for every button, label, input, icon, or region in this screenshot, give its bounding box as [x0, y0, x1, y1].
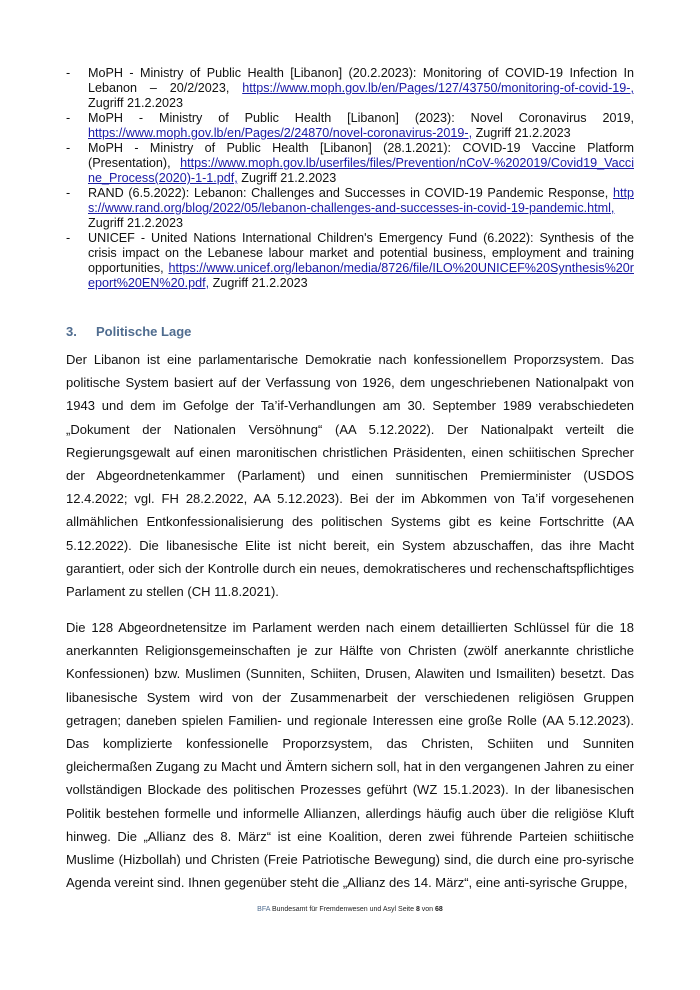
reference-link[interactable]: https://www.rand.org/blog/2022/05/lebanon-challenges-and-successes-in-covid-19-pandemic.html,	[88, 186, 634, 215]
reference-access-date: Zugriff 21.2.2023	[88, 96, 183, 110]
list-dash: -	[66, 231, 71, 245]
section-heading	[66, 324, 191, 339]
reference-access-date: Zugriff 21.2.2023	[237, 171, 337, 185]
reference-text: MoPH - Ministry of Public Health [Libanon] (2023): Novel Coronavirus 2019,	[88, 111, 634, 125]
list-dash: -	[66, 111, 71, 125]
reference-text: MoPH - Ministry of Public Health [Libanon] (28.1.2021): COVID-19 Vaccine Platform (Presentation),	[88, 141, 634, 170]
footer-page-total: 68	[435, 906, 443, 913]
reference-access-date: Zugriff 21.2.2023	[209, 276, 308, 290]
section-title: Politische Lage	[96, 324, 192, 339]
reference-item	[66, 111, 634, 141]
reference-access-date: Zugriff 21.2.2023	[472, 126, 571, 140]
reference-text: MoPH - Ministry of Public Health [Libanon] (20.2.2023): Monitoring of COVID-19 Infection In Lebanon – 20/2/2023,	[88, 66, 634, 95]
footer-text: Bundesamt für Fremdenwesen und Asyl Seite	[270, 906, 416, 913]
reference-text: RAND (6.5.2022): Lebanon: Challenges and Successes in COVID-19 Pandemic Response,	[88, 186, 613, 200]
footer-of: von	[419, 906, 436, 913]
list-dash: -	[66, 66, 71, 80]
reference-link[interactable]: https://www.moph.gov.lb/en/Pages/2/24870/novel-coronavirus-2019-,	[88, 126, 473, 140]
body-paragraph: Die 128 Abgeordnetensitze im Parlament werden nach einem detaillierten Schlüssel für die 18 anerkannten Religionsgemeinschaften je zur Hälfte von Christen (zwölf anerkannte christliche Konfessionen) bzw. Muslimen (Sunniten, Schiiten, Drusen, Alawiten und Ismailiten) besetzt. Das libanesische System wird von der Zusammenarbeit der verschiedenen religiösen Gruppen getragen; daneben spielen Familien- und regionale Interessen eine große Rolle (AA 5.12.2023). Das komplizierte konfessionelle Proporzsystem, das Christen, Schiiten und Sunniten gleichermaßen Zugang zu Macht und Ämtern sichern soll, hat in den vergangenen Jahren zu einer vollständigen Blockade des politischen Prozesses geführt (WZ 15.1.2023). In der libanesischen Politik bestehen formelle und informelle Allianzen, allerdings häufig auch über die religiöse Kluft hinweg. Die „Allianz des 8. März“ ist eine Koalition, deren zwei führende Parteien schiitische Muslime (Hizbollah) und Christen (Freie Patriotische Bewegung) sind, die durch eine pro-syrische Agenda vereint sind. Ihnen gegenüber steht die „Allianz des 14. März“, eine anti-syrische Gruppe,	[66, 620, 634, 891]
list-dash: -	[66, 141, 71, 155]
reference-link[interactable]: https://www.moph.gov.lb/en/Pages/127/43750/monitoring-of-covid-19-,	[242, 81, 634, 95]
reference-item	[66, 231, 634, 291]
section-number: 3.	[66, 324, 77, 339]
page-footer	[0, 906, 700, 913]
reference-item	[66, 141, 634, 186]
reference-item	[66, 66, 634, 111]
reference-list	[66, 66, 634, 291]
body-paragraph: Der Libanon ist eine parlamentarische Demokratie nach konfessionellem Proporzsystem. Das politische System basiert auf der Verfassung von 1926, dem ungeschriebenen Nationalpakt von 1943 und dem im Gefolge der Ta’if-Verhandlungen am 30. September 1989 verabschiedeten „Dokument der Nationalen Versöhnung“ (AA 5.12.2022). Der Nationalpakt verteilt die Regierungsgewalt auf einen maronitischen christlichen Präsidenten, einen schiitischen Sprecher der Abgeordnetenkammer (Parlament) und einen sunnitischen Premierminister (USDOS 12.4.2022; vgl. FH 28.2.2022, AA 5.12.2023). Bei der im Abkommen von Ta’if vorgesehenen allmählichen Entkonfessionalisierung des politischen Systems gibt es keine Fortschritte (AA 5.12.2022). Die libanesische Elite ist nicht bereit, ein System abzuschaffen, das ihre Macht garantiert, oder sich der Kontrolle durch ein neues, demokratischeres und rechenschaftspflichtiges Parlament zu stellen (CH 11.8.2021).	[66, 352, 634, 600]
reference-item	[66, 186, 634, 231]
footer-brand: BFA	[257, 906, 271, 913]
reference-link[interactable]: https://www.unicef.org/lebanon/media/8726/file/ILO%20UNICEF%20Synthesis%20report%20EN%20.pdf,	[88, 261, 634, 290]
reference-text: UNICEF - United Nations International Children's Emergency Fund (6.2022): Synthesis of the crisis impact on the Lebanese labour market and potential business, employment and training opportunities,	[88, 231, 634, 275]
list-dash: -	[66, 186, 71, 200]
reference-link[interactable]: https://www.moph.gov.lb/userfiles/files/Prevention/nCoV-%202019/Covid19_Vaccine_Process(2020)-1-1.pdf,	[88, 156, 634, 185]
footer-page-number: 8	[415, 906, 420, 913]
reference-access-date: Zugriff 21.2.2023	[88, 216, 183, 230]
